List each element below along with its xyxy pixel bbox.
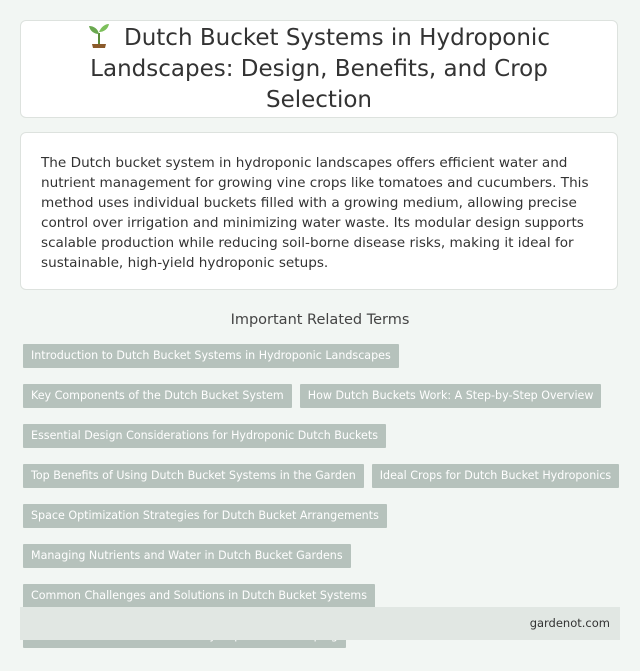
description-text: The Dutch bucket system in hydroponic landscapes offers efficient water and nutrient management for growing vine crops like tomatoes and cucumbers. This method uses individual buckets filled with a growing medium, allowing precise control over irrigation and minimizing water waste. Its modular design supports scalable production while reducing soil-borne disease risks, making it ideal for sustainable, high-yield hydroponic setups. [41, 155, 589, 271]
related-term-tag[interactable]: Top Benefits of Using Dutch Bucket Systems in the Garden [23, 464, 364, 488]
related-term-tag[interactable]: Common Challenges and Solutions in Dutch Bucket Systems [23, 584, 375, 608]
related-term-tag[interactable]: Managing Nutrients and Water in Dutch Bucket Gardens [23, 544, 351, 568]
related-term-tag[interactable]: Key Components of the Dutch Bucket System [23, 384, 292, 408]
page-title [45, 22, 593, 116]
related-term-tag[interactable]: Introduction to Dutch Bucket Systems in Hydroponic Landscapes [23, 344, 399, 368]
footer-site-link[interactable]: gardenot.com [529, 616, 610, 630]
title-card [20, 20, 618, 118]
description-card [20, 132, 618, 290]
related-terms-heading: Important Related Terms [230, 312, 410, 328]
related-term-tag[interactable]: Space Optimization Strategies for Dutch Bucket Arrangements [23, 504, 387, 528]
page-title-text: Dutch Bucket Systems in Hydroponic Landscapes: Design, Benefits, and Crop Selection [90, 25, 550, 113]
sprout-icon [88, 22, 110, 48]
related-term-tag[interactable]: Ideal Crops for Dutch Bucket Hydroponics [372, 464, 619, 488]
footer [20, 607, 620, 640]
related-term-tag[interactable]: Essential Design Considerations for Hydroponic Dutch Buckets [23, 424, 386, 448]
related-term-tag[interactable]: How Dutch Buckets Work: A Step-by-Step Overview [300, 384, 602, 408]
related-terms-list [23, 344, 623, 648]
